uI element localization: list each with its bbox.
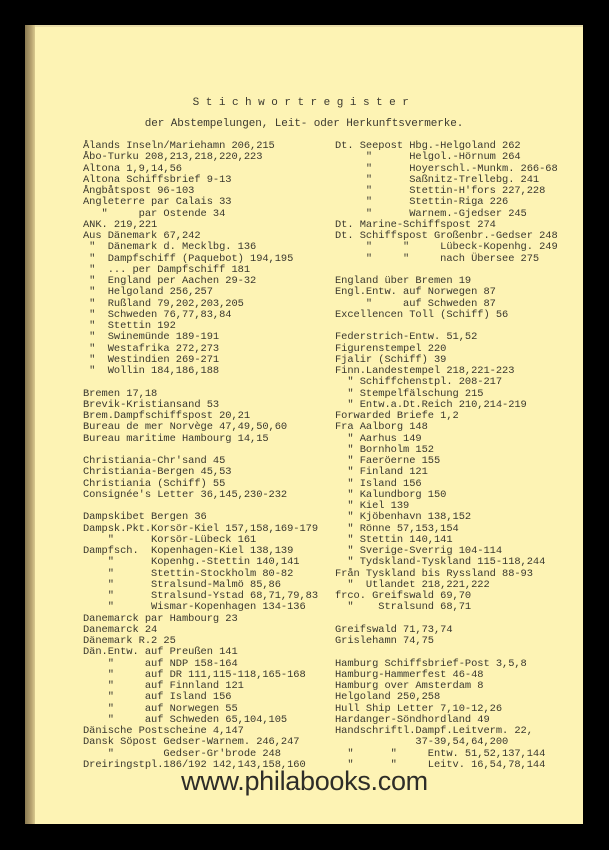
index-entry: " Stettin 140,141	[335, 533, 453, 546]
index-entry: " auf DR 111,115-118,165-168	[83, 668, 306, 681]
index-entry: Fjalir (Schiff) 39	[335, 353, 447, 366]
index-entry: " Entw.a.Dt.Reich 210,214-219	[335, 398, 527, 411]
index-entry: " Helgoland 256,257	[83, 286, 213, 299]
index-entry: " Utlandet 218,221,222	[335, 578, 490, 591]
index-entry: " Wollin 184,186,188	[83, 365, 220, 377]
index-entry: " Aarhus 149	[335, 432, 422, 445]
index-entry: Handschriftl.Dampf.Leitverm. 22,	[335, 725, 533, 737]
index-entry: Från Tyskland bis Ryssland 88-93	[335, 567, 533, 580]
index-entry: " Stettin-Riga 226	[335, 196, 509, 209]
index-entry: Dän.Entw. auf Preußen 141	[83, 646, 238, 659]
index-entry: Consignée's Letter 36,145,230-232	[83, 488, 288, 501]
index-entry: " par Ostende 34	[83, 207, 226, 220]
index-entry: " Gedser-Gr'brode 248	[83, 747, 281, 760]
index-entry: Greifswald 71,73,74	[335, 623, 453, 636]
index-entry: Dampsk.Pkt.Korsör-Kiel 157,158,169-179	[83, 522, 319, 535]
index-entry: " " Entw. 51,52,137,144	[335, 747, 546, 760]
index-entry: " Stralsund 68,71	[335, 601, 472, 614]
index-entry: " Swinemünde 189-191	[83, 331, 220, 344]
index-entry: Danemarck par Hambourg 23	[83, 612, 238, 625]
index-entry: Hardanger-Söndhordland 49	[335, 713, 490, 726]
index-entry: " Kalundborg 150	[335, 488, 447, 501]
index-entry: " Schiffchenstpl. 208-217	[335, 376, 503, 389]
index-entry: Dänemark R.2 25	[83, 635, 176, 647]
index-entry: Altona Schiffsbrief 9-13	[83, 173, 232, 186]
index-entry: Ålands Inseln/Mariehamn 206,215	[83, 140, 275, 152]
index-entry: Forwarded Briefe 1,2	[335, 410, 459, 422]
index-entry: " Westindien 269-271	[83, 353, 220, 366]
index-entry: Christiania-Chr'sand 45	[83, 455, 226, 467]
page-title: Stichwortregister	[192, 97, 416, 109]
index-entry: " Schweden 76,77,83,84	[83, 308, 232, 321]
index-entry: Altona 1,9,14,56	[83, 162, 182, 175]
index-entry: " Stralsund-Ystad 68,71,79,83	[83, 590, 319, 602]
index-entry: " auf Schweden 65,104,105	[83, 713, 288, 726]
index-column-left	[83, 141, 318, 771]
index-entry: " Kiel 139	[335, 500, 410, 512]
index-entry: Excellencen Toll (Schiff) 56	[335, 308, 509, 321]
index-entry: Dt. Seepost Hbg.-Helgoland 262	[335, 140, 521, 152]
index-entry: Hamburg over Amsterdam 8	[335, 680, 484, 692]
index-entry: Dänische Postscheine 4,147	[83, 725, 244, 737]
index-entry: " Hoyerschl.-Munkm. 266-68	[335, 162, 558, 175]
index-entry: Christiania (Schiff) 55	[83, 477, 226, 490]
index-entry: Christiania-Bergen 45,53	[83, 466, 232, 479]
page-subtitle: der Abstempelungen, Leit- oder Herkunftsvermerke.	[144, 118, 464, 130]
index-entry: " Stempelfälschung 215	[335, 387, 484, 400]
index-entry: " " Leitv. 16,54,78,144	[335, 758, 546, 771]
index-entry: " England per Aachen 29-32	[83, 275, 257, 287]
index-entry: " ... per Dampfschiff 181	[83, 263, 251, 276]
index-entry: " Helgol.-Hörnum 264	[335, 151, 521, 164]
index-entry: Bureau de mer Norvège 47,49,50,60	[83, 421, 288, 434]
page-binding-edge	[25, 25, 35, 824]
watermark-url: www.philabooks.com	[181, 766, 428, 796]
index-entry: " " nach Übersee 275	[335, 252, 540, 265]
index-entry: Hamburg Schiffsbrief-Post 3,5,8	[335, 657, 527, 670]
index-entry: " auf NDP 158-164	[83, 657, 238, 670]
index-entry: " auf Schweden 87	[335, 297, 496, 310]
index-entry: " Bornholm 152	[335, 443, 434, 456]
index-entry: Dt. Marine-Schiffspost 274	[335, 218, 496, 231]
index-entry: Angleterre par Calais 33	[83, 196, 232, 209]
index-entry: " Kopenhg.-Stettin 140,141	[83, 556, 300, 569]
index-entry: " Tydskland-Tyskland 115-118,244	[335, 556, 546, 569]
index-entry: " Saßnitz-Trellebg. 241	[335, 173, 540, 186]
index-entry: Engl.Entw. auf Norwegen 87	[335, 286, 496, 299]
index-entry: Hamburg-Hammerfest 46-48	[335, 668, 484, 681]
index-entry: Helgoland 250,258	[335, 691, 441, 704]
index-entry: " Westafrika 272,273	[83, 342, 220, 355]
index-entry: " Stettin-H'fors 227,228	[335, 185, 546, 197]
index-entry: " Rönne 57,153,154	[335, 522, 459, 535]
index-entry: " Island 156	[335, 477, 422, 490]
index-entry: " auf Finnland 121	[83, 680, 244, 692]
index-entry: frco. Greifswald 69,70	[335, 590, 472, 602]
index-entry: Dt. Schiffspost Großenbr.-Gedser 248	[335, 230, 558, 242]
index-entry: Finn.Landestempel 218,221-223	[335, 365, 515, 377]
index-entry: " Korsör-Lübeck 161	[83, 533, 257, 546]
index-entry: " auf Norwegen 55	[83, 702, 238, 715]
index-entry: " Warnem.-Gjedser 245	[335, 207, 527, 220]
index-entry: Aus Dänemark 67,242	[83, 230, 201, 242]
index-entry: Brem.Dampfschiffspost 20,21	[83, 410, 251, 422]
index-entry: " Stettin 192	[83, 320, 176, 332]
index-entry: Bremen 17,18	[83, 387, 158, 400]
index-entry: " Sverige-Sverrig 104-114	[335, 545, 503, 557]
index-entry: " Dampfschiff (Paquebot) 194,195	[83, 252, 294, 265]
index-entry: Hull Ship Letter 7,10-12,26	[335, 702, 503, 715]
index-entry: Dansk Söpost Gedser-Warnem. 246,247	[83, 736, 300, 749]
index-entry: England über Bremen 19	[335, 275, 472, 287]
index-entry: ANK. 219,221	[83, 218, 158, 231]
index-entry: Åbo-Turku 208,213,218,220,223	[83, 151, 263, 164]
index-entry: " Faeröerne 155	[335, 455, 441, 467]
index-spacer	[83, 377, 318, 388]
index-entry: Ångbåtspost 96-103	[83, 185, 195, 197]
index-entry: " Rußland 79,202,203,205	[83, 297, 244, 310]
index-entry: Danemarck 24	[83, 623, 158, 636]
index-entry: Dreiringstpl.186/192 142,143,158,160	[83, 758, 306, 771]
index-entry: Grislehamn 74,75	[335, 635, 434, 647]
index-spacer	[335, 647, 558, 658]
index-entry: " Stettin-Stockholm 80-82	[83, 567, 294, 580]
index-entry: Bureau maritime Hambourg 14,15	[83, 432, 269, 445]
index-entry: " Kjöbenhavn 138,152	[335, 511, 472, 524]
index-entry: Fra Aalborg 148	[335, 421, 428, 434]
index-entry: " Stralsund-Malmö 85,86	[83, 578, 281, 591]
index-column-right	[335, 141, 558, 771]
index-entry: Federstrich-Entw. 51,52	[335, 331, 478, 344]
index-entry: " auf Island 156	[83, 691, 232, 704]
index-entry: " Wismar-Kopenhagen 134-136	[83, 601, 306, 614]
index-entry: 37-39,54,64,200	[335, 736, 509, 749]
index-entry: Brevik-Kristiansand 53	[83, 398, 220, 411]
index-entry: " Finland 121	[335, 466, 428, 479]
index-entry: " Dänemark d. Mecklbg. 136	[83, 241, 257, 254]
index-entry: Dampfsch. Kopenhagen-Kiel 138,139	[83, 545, 294, 557]
index-entry: Dampskibet Bergen 36	[83, 511, 207, 524]
document-page	[25, 25, 583, 824]
index-entry: " " Lübeck-Kopenhg. 249	[335, 241, 558, 254]
index-entry: Figurenstempel 220	[335, 342, 447, 355]
